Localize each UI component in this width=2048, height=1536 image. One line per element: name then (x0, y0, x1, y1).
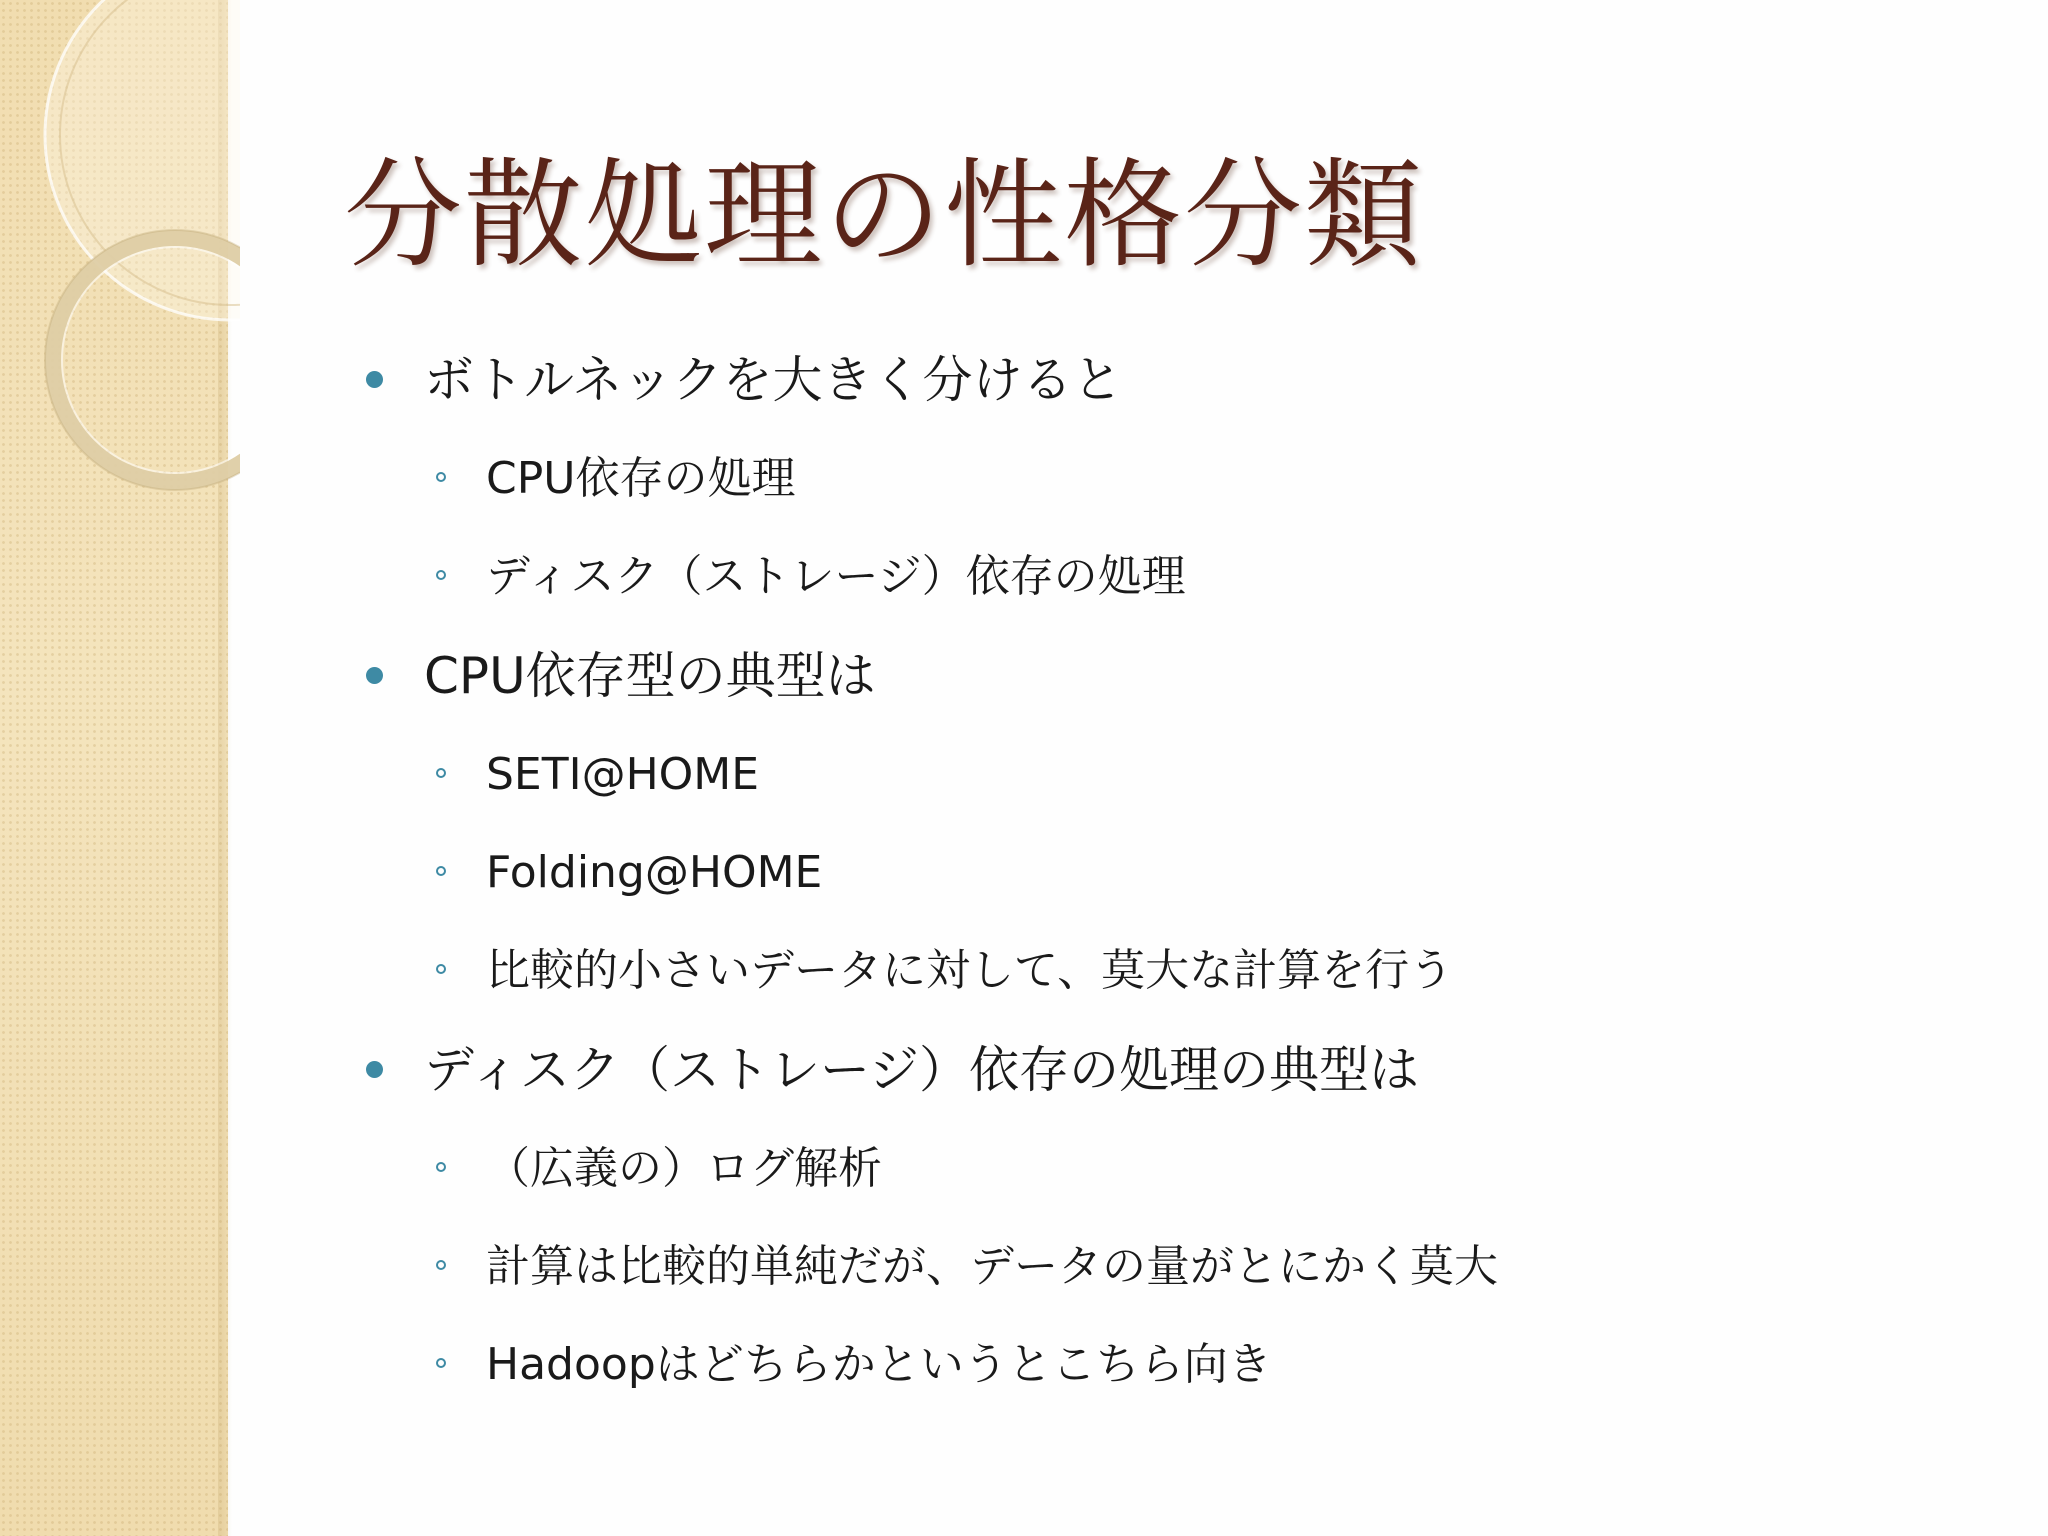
hollow-bullet-icon (436, 964, 446, 974)
slide-title: 分散処理の性格分類 (344, 146, 1425, 284)
sub-bullet-text: CPU依存の処理 (486, 453, 796, 504)
bullet-item (356, 330, 1996, 430)
hollow-bullet-icon (436, 1260, 446, 1270)
hollow-bullet-icon (436, 1358, 446, 1368)
sub-bullet-text: 計算は比較的単純だが、データの量がとにかく莫大 (486, 1241, 1498, 1292)
sub-bullet-item (356, 430, 1996, 528)
hollow-bullet-icon (436, 1162, 446, 1172)
bullet-item (356, 626, 1996, 726)
sub-bullet-item (356, 1316, 1996, 1414)
hollow-bullet-icon (436, 472, 446, 482)
filled-bullet-icon (366, 1061, 383, 1078)
sub-bullet-item (356, 528, 1996, 626)
bullet-item (356, 1020, 1996, 1120)
sub-bullet-text: ディスク（ストレージ）依存の処理 (486, 551, 1186, 602)
bullet-text: ディスク（ストレージ）依存の処理の典型は (424, 1041, 1419, 1099)
sub-bullet-item (356, 726, 1996, 824)
hollow-bullet-icon (436, 768, 446, 778)
sub-bullet-text: （広義の）ログ解析 (486, 1143, 882, 1194)
sub-bullet-text: Folding@HOME (486, 847, 823, 898)
filled-bullet-icon (366, 371, 383, 388)
hollow-bullet-icon (436, 570, 446, 580)
bullet-list (356, 330, 1996, 1414)
hollow-bullet-icon (436, 866, 446, 876)
sub-bullet-text: SETI@HOME (486, 749, 760, 800)
sub-bullet-item (356, 1218, 1996, 1316)
sub-bullet-text: Hadoopはどちらかというとこちら向き (486, 1339, 1272, 1390)
sub-bullet-item (356, 824, 1996, 922)
sub-bullet-text: 比較的小さいデータに対して、莫大な計算を行う (486, 945, 1454, 996)
sub-bullet-item (356, 1120, 1996, 1218)
filled-bullet-icon (366, 667, 383, 684)
decorative-rings (0, 0, 240, 520)
sub-bullet-item (356, 922, 1996, 1020)
bullet-text: ボトルネックを大きく分けると (424, 351, 1123, 409)
bullet-text: CPU依存型の典型は (424, 647, 876, 705)
